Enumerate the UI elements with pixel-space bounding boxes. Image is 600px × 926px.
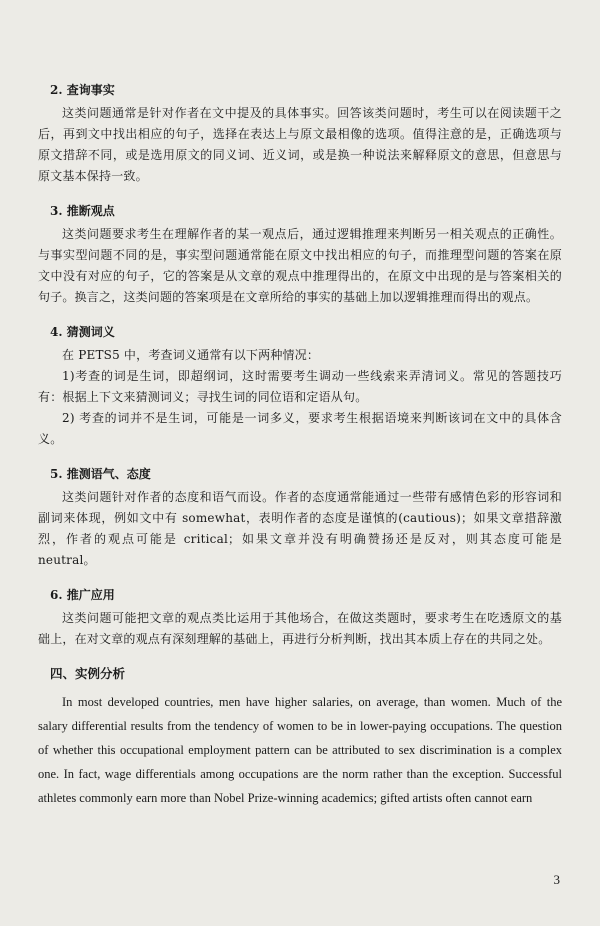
section-infer-views <box>38 201 562 308</box>
section-paragraph: 在 PETS5 中，考查词义通常有以下两种情况： <box>62 348 320 362</box>
section-paragraph: 这类问题可能把文章的观点类比运用于其他场合，在做这类题时，要求考生在吃透原文的基础上，在对文章的观点有深刻理解的基础上，再进行分析判断，找出其本质上存在的共同之处。 <box>38 611 562 646</box>
list-item: 2) 考查的词并不是生词，可能是一词多义，要求考生根据语境来判断该词在文中的具体含义。 <box>38 411 562 446</box>
list-item: 1)考查的词是生词，即超纲词，这时需要考生调动一些线索来弄清词义。常见的答题技巧有：根据上下文来猜测词义；寻找生词的同位语和定语从句。 <box>38 369 562 404</box>
section-heading: 4. 猜测词义 <box>50 325 115 339</box>
section-paragraph: 这类问题针对作者的态度和语气而设。作者的态度通常能通过一些带有感情色彩的形容词和副词来体现，例如文中有 somewhat，表明作者的态度是谨慎的(cautious)；如果文章措辞激烈，作者的观点可能是 critical；如果文章并没有明确赞扬还是反对，则其态度可能是 neutral。 <box>38 490 562 567</box>
section-example <box>38 664 562 810</box>
section-heading: 2. 查询事实 <box>50 83 115 97</box>
example-text: In most developed countries, men have higher salaries, on average, than women. Much of the salary differential results from the tendency of women to be in lower-paying occupations. The question of whether this occupational employment pattern can be attributed to sex discrimination is a complex one. In fact, wage differentials among occupations are the norm rather than the exception. Successful athletes commonly earn more than Nobel Prize-winning academics; gifted artists often cannot earn <box>38 695 562 805</box>
section-heading: 3. 推断观点 <box>50 204 115 218</box>
example-heading: 四、实例分析 <box>50 666 126 681</box>
section-query-facts <box>38 80 562 187</box>
page-number: 3 <box>553 872 560 887</box>
section-paragraph: 这类问题通常是针对作者在文中提及的具体事实。回答该类问题时，考生可以在阅读题干之后，再到文中找出相应的句子，选择在表达上与原文最相像的选项。值得注意的是，正确选项与原文措辞不同，或是选用原文的同义词、近义词，或是换一种说法来解释原文的意思，但意思与原文基本保持一致。 <box>38 106 562 183</box>
section-guess-meaning <box>38 322 562 450</box>
section-application <box>38 585 562 650</box>
section-paragraph: 这类问题要求考生在理解作者的某一观点后，通过逻辑推理来判断另一相关观点的正确性。与事实型问题不同的是，事实型问题通常能在原文中找出相应的句子，而推理型问题的答案在原文中没有对应的句子，它的答案是从文章的观点中推理得出的，在原文中出现的是与答案相关的句子。换言之，这类问题的答案项是在文章所给的事实的基础上加以逻辑推理而得出的观点。 <box>38 227 562 304</box>
section-heading: 6. 推广应用 <box>50 588 115 602</box>
section-tone-attitude <box>38 464 562 571</box>
section-heading: 5. 推测语气、态度 <box>50 467 151 481</box>
